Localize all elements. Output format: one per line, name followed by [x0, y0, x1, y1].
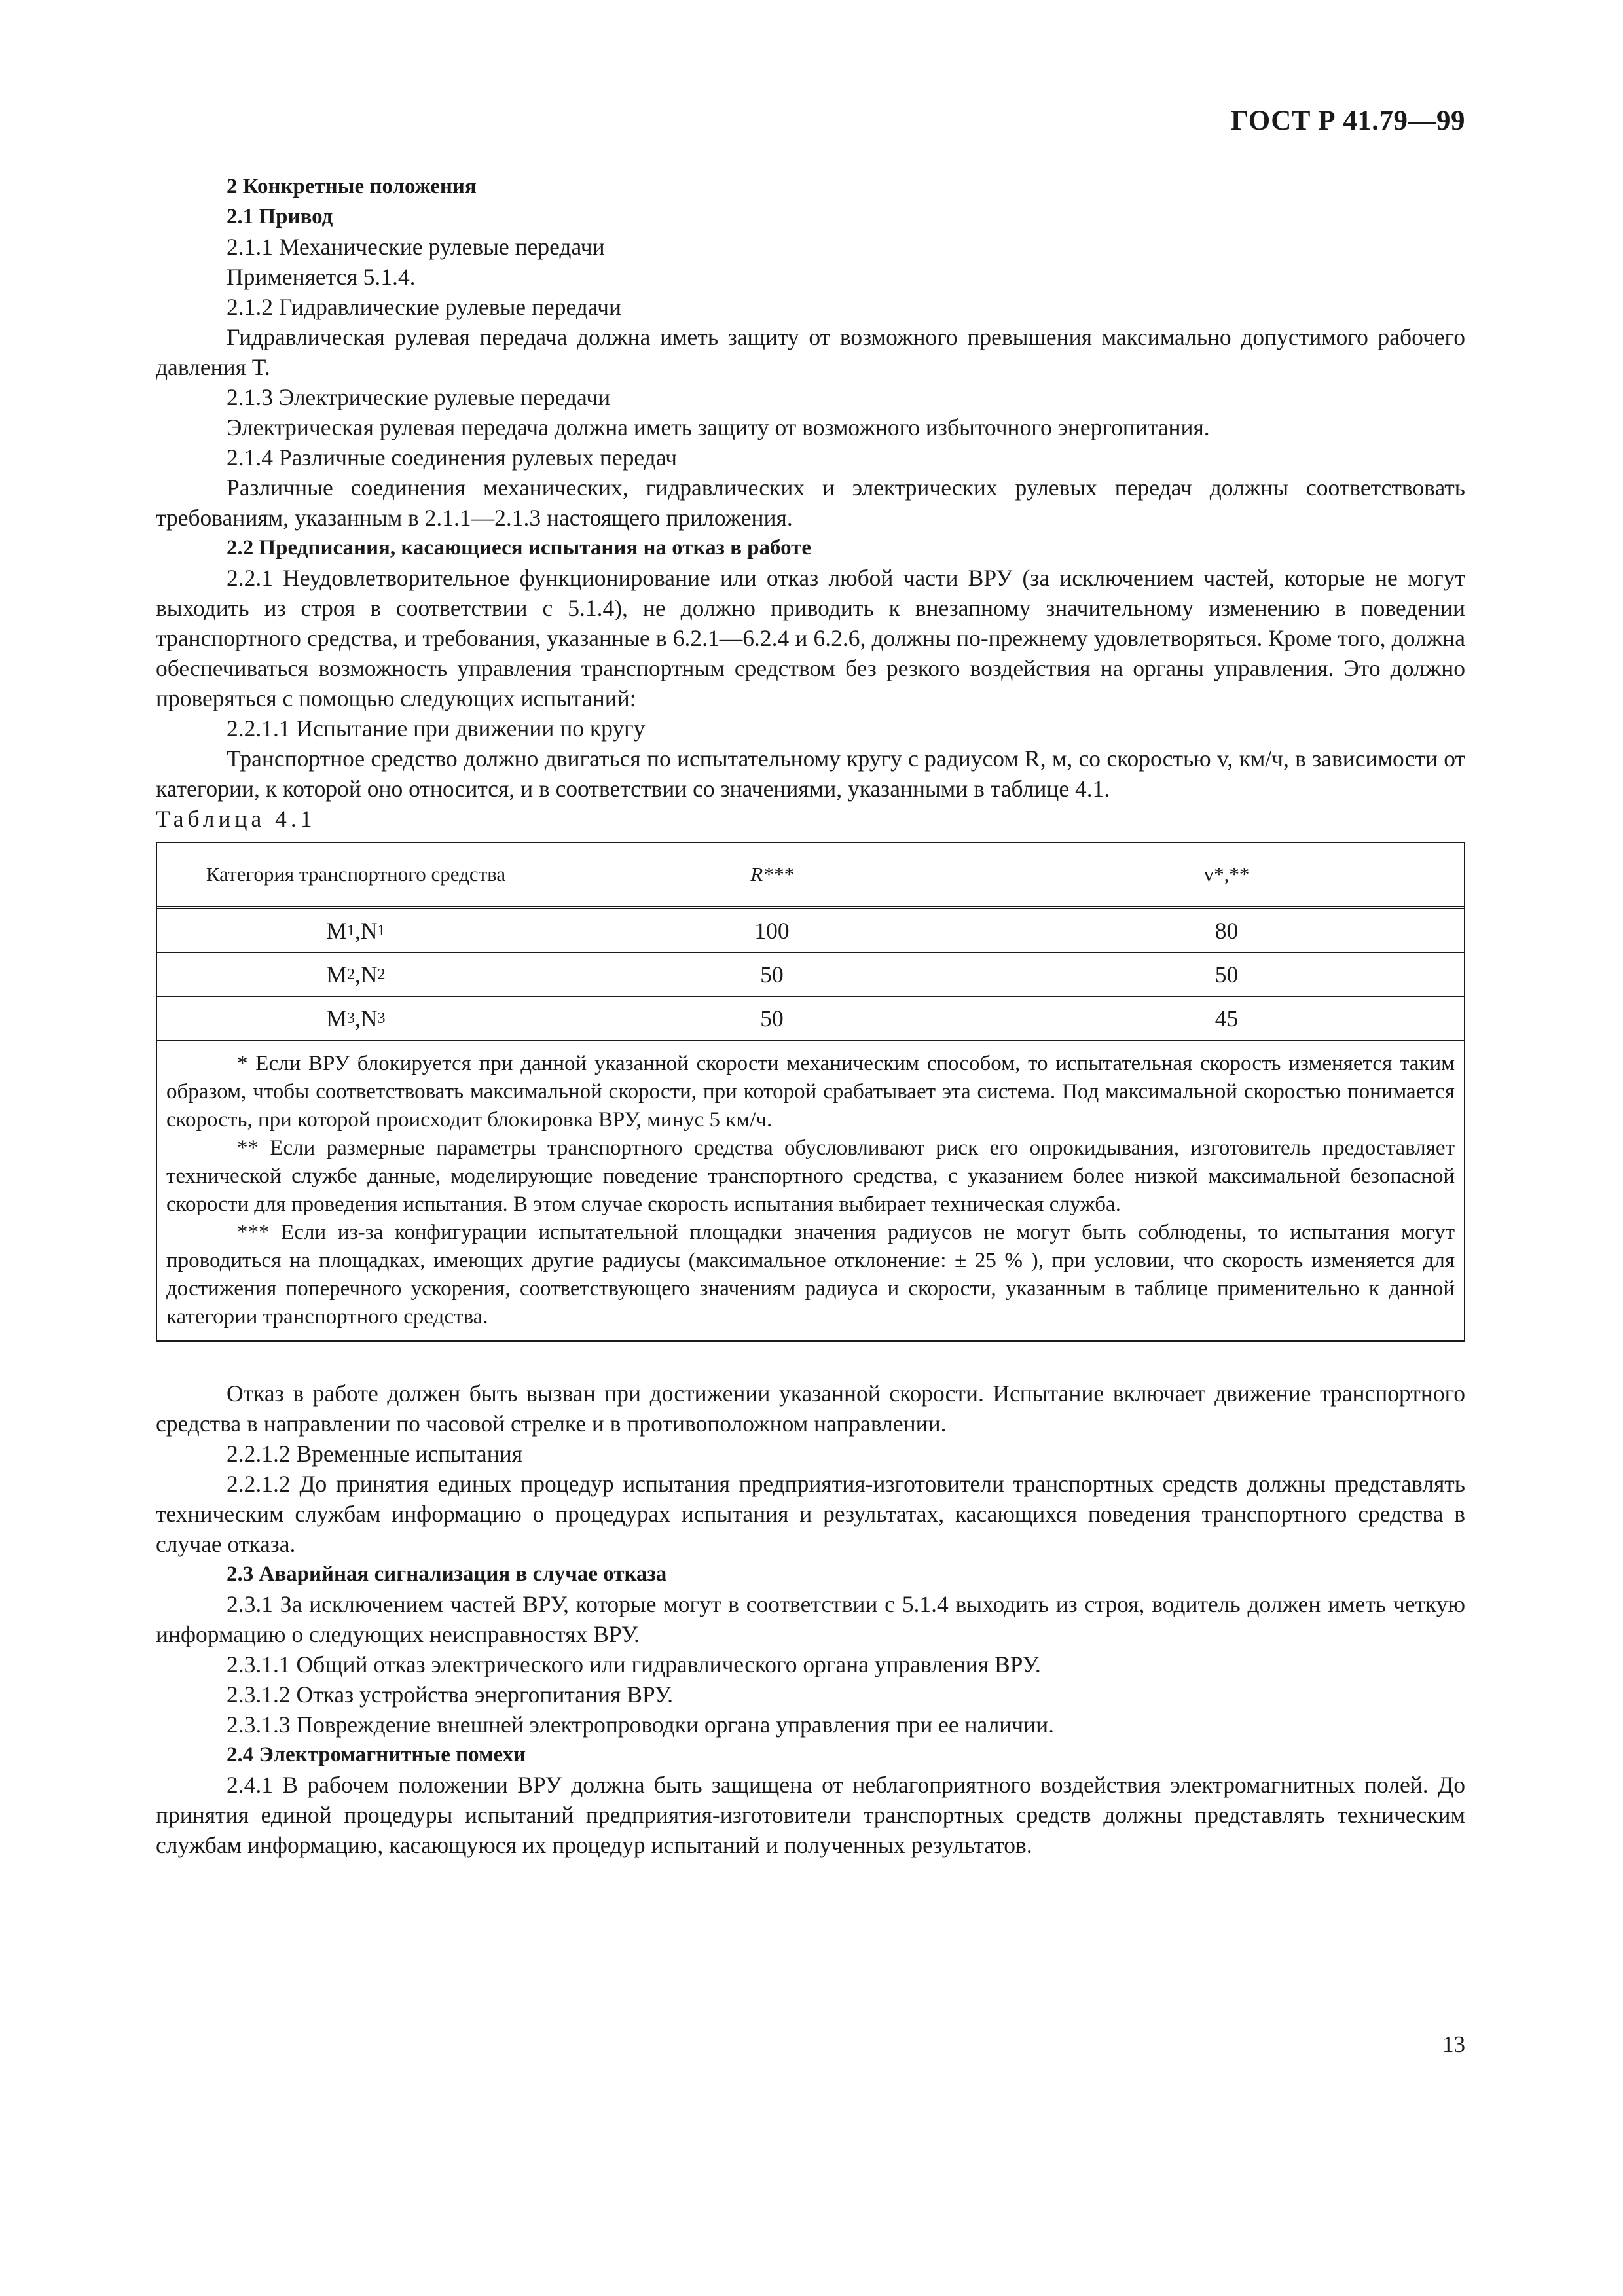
- footnote-2: ** Если размерные параметры транспортного средства обусловливают риск его опрокидывания, изготовитель предоставляет технической службе данные, моделирующие поведение транспортного средства, с указанием более низкой максимальной безопасной скорости для проведения испытания. В этом случае скорость испытания выбирает техническая служба.: [166, 1136, 1455, 1216]
- table-header-speed: v*,**: [1203, 863, 1250, 886]
- clause-2-1-2-text: Гидравлическая рулевая передача должна иметь защиту от возможного превышения максимально допустимого рабочего давления T.: [156, 324, 1465, 380]
- category-subscript: 2: [377, 966, 386, 983]
- clause-2-1-1-text: Применяется 5.1.4.: [227, 264, 416, 290]
- table-cell-category: [157, 997, 555, 1040]
- clause-2-1-2-title: 2.1.2 Гидравлические рулевые передачи: [227, 294, 621, 320]
- clause-2-2-1-text: 2.2.1 Неудовлетворительное функционирование или отказ любой части ВРУ (за исключением частей, которые не могут выходить из строя в соответствии с 5.1.4), не должно приводить к внезапному значительному изменению в поведении транспортного средства, и требования, указанные в 6.2.1—6.2.4 и 6.2.6, должны по-прежнему удовлетворяться. Кроме того, должна обеспечиваться возможность управления транспортным средством без резкого воздействия на органы управления. Это должно проверяться с помощью следующих испытаний:: [156, 565, 1465, 711]
- category-subscript: 1: [377, 922, 386, 939]
- document-page: [156, 0, 1465, 2296]
- after-table-text: Отказ в работе должен быть вызван при достижении указанной скорости. Испытание включает движение транспортного средства в направлении по часовой стрелке и в противоположном направлении.: [156, 1380, 1465, 1437]
- table-row: [157, 953, 1464, 997]
- clause-2-3-1-text: 2.3.1 За исключением частей ВРУ, которые могут в соответствии с 5.1.4 выходить из строя, водитель должен иметь четкую информацию о следующих неисправностях ВРУ.: [156, 1591, 1465, 1647]
- table-row: [157, 997, 1464, 1041]
- table-cell-speed: 50: [1214, 961, 1239, 988]
- table-header-radius-label: R***: [750, 863, 793, 886]
- table-header-radius: [555, 843, 989, 906]
- footnote-3: *** Если из-за конфигурации испытательной площадки значения радиусов не могут быть соблюдены, то испытания могут проводиться на площадках, имеющих другие радиусы (максимальное отклонение: ± 25 % ), при условии, что скорость изменяется для достижения поперечного ускорения, соответствующего значениям радиуса и скорости, указанным в таблице применительно к данной категории транспортного средства.: [166, 1221, 1455, 1329]
- clause-2-1-1-title: 2.1.1 Механические рулевые передачи: [227, 234, 605, 260]
- section-2-4-heading: 2.4 Электромагнитные помехи: [227, 1743, 526, 1767]
- table-footnotes: [157, 1041, 1464, 1340]
- table-cell-radius: 100: [555, 909, 989, 952]
- category-letter: M: [326, 961, 348, 988]
- table-caption: Таблица 4.1: [156, 806, 316, 832]
- category-letter: N: [360, 918, 378, 944]
- clause-2-3-1-1-text: 2.3.1.1 Общий отказ электрического или гидравлического органа управления ВРУ.: [227, 1651, 1041, 1677]
- table-cell-radius: 50: [555, 997, 989, 1040]
- section-2-3-heading: 2.3 Аварийная сигнализация в случае отказа: [227, 1562, 667, 1586]
- table-cell-category: [157, 953, 555, 996]
- clause-2-1-4-text: Различные соединения механических, гидравлических и электрических рулевых передач должны соответствовать требованиям, указанным в 2.1.1—2.1.3 настоящего приложения.: [156, 475, 1465, 531]
- table-cell-speed: 80: [1214, 918, 1239, 944]
- section-2-1-heading: 2.1 Привод: [227, 205, 333, 228]
- category-letter: M: [326, 1005, 348, 1031]
- clause-2-1-3-title: 2.1.3 Электрические рулевые передачи: [227, 384, 611, 410]
- speed-radius-table: [156, 842, 1465, 1342]
- category-separator: ,: [355, 1005, 361, 1031]
- clause-2-2-1-2-title: 2.2.1.2 Временные испытания: [227, 1441, 523, 1467]
- category-letter: M: [326, 918, 348, 944]
- clause-2-2-1-1-text: Транспортное средство должно двигаться по испытательному кругу с радиусом R, м, со скоростью v, км/ч, в зависимости от категории, к которой оно относится, и в соответствии со значениями, указанными в таблице 4.1.: [156, 745, 1465, 802]
- clause-2-3-1-3-text: 2.3.1.3 Повреждение внешней электропроводки органа управления при ее наличии.: [227, 1712, 1055, 1738]
- section-2-2-heading: 2.2 Предписания, касающиеся испытания на отказ в работе: [227, 536, 811, 560]
- table-header-row: [157, 843, 1464, 909]
- category-subscript: 3: [377, 1010, 386, 1027]
- document-body: [156, 171, 1465, 1860]
- clause-2-1-3-text: Электрическая рулевая передача должна иметь защиту от возможного избыточного энергопитания.: [227, 414, 1210, 440]
- clause-2-4-1-text: 2.4.1 В рабочем положении ВРУ должна быть защищена от неблагоприятного воздействия электромагнитных полей. До принятия единой процедуры испытаний предприятия-изготовители транспортных средств должны представлять техническим службам информацию, касающуюся их процедур испытаний и полученных результатов.: [156, 1772, 1465, 1858]
- table-cell-category: [157, 909, 555, 952]
- table-cell-radius: 50: [555, 953, 989, 996]
- category-separator: ,: [355, 961, 361, 988]
- footnote-1: * Если ВРУ блокируется при данной указанной скорости механическим способом, то испытательная скорость изменяется таким образом, чтобы соответствовать максимальной скорости, при которой срабатывает эта система. Под максимальной скоростью понимается скорость, при которой происходит блокировка ВРУ, минус 5 км/ч.: [166, 1052, 1455, 1132]
- clause-2-2-1-2-text: 2.2.1.2 До принятия единых процедур испытания предприятия-изготовители транспортных средств должны представлять техническим службам информацию о процедурах испытания и результатах, касающихся поведения транспортного средства в случае отказа.: [156, 1471, 1465, 1557]
- document-header: ГОСТ Р 41.79—99: [1230, 105, 1465, 136]
- category-separator: ,: [355, 918, 361, 944]
- section-2-heading: 2 Конкретные положения: [227, 175, 477, 198]
- category-subscript: 3: [347, 1010, 356, 1027]
- clause-2-1-4-title: 2.1.4 Различные соединения рулевых передач: [227, 444, 677, 471]
- table-row: [157, 909, 1464, 953]
- clause-2-2-1-1-title: 2.2.1.1 Испытание при движении по кругу: [227, 715, 646, 742]
- category-subscript: 1: [347, 922, 356, 939]
- category-letter: N: [360, 961, 378, 988]
- table-header-category: Категория транспортного средства: [157, 843, 555, 906]
- category-subscript: 2: [347, 966, 356, 983]
- category-letter: N: [360, 1005, 378, 1031]
- page-number: 13: [1442, 2032, 1465, 2057]
- clause-2-3-1-2-text: 2.3.1.2 Отказ устройства энергопитания ВРУ.: [227, 1681, 673, 1708]
- table-cell-speed: 45: [1214, 1005, 1239, 1031]
